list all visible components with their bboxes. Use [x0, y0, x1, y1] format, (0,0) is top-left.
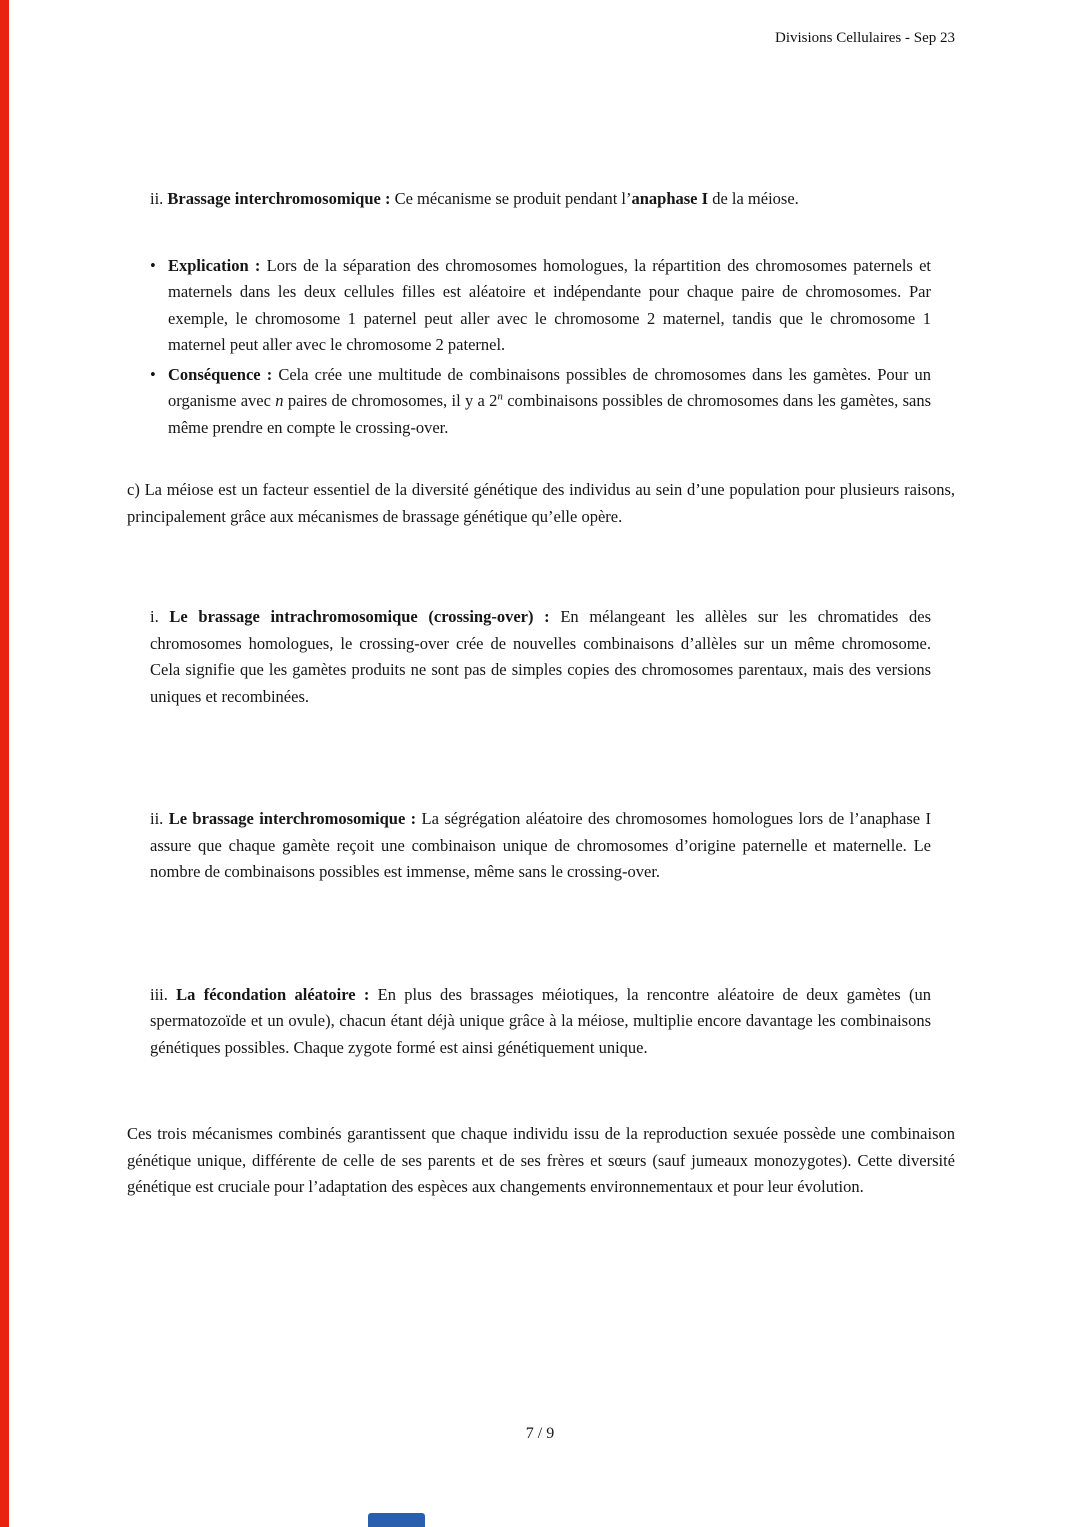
text-run: Le brassage interchromosomique : [168, 809, 417, 828]
text-run: Lors de la séparation des chromosomes homologues, la répartition des chromosomes paternels et maternels dans les deux cellules filles est aléatoire et indépendante pour chaque paire de chromosomes. Par exemple, le chromosome 1 paternel peut aller avec le chromosome 2 maternel, tandis que le chromosome 1 maternel peut aller avec le chromosome 2 paternel. [168, 255, 931, 354]
text-run: n [275, 391, 284, 410]
text-run: En mélangeant les allèles sur les chromatides des chromosomes homologues, le crossing-over crée de nouvelles combinaisons d’allèles sur un même chromosome. Cela signifie que les gamètes produits ne sont pas de simples copies des chromosomes parentaux, mais des versions uniques et recombinées. [150, 607, 931, 706]
text-run: Le brassage intrachromosomique (crossing-over) : [169, 607, 550, 626]
text-run: La fécondation aléatoire : [176, 984, 370, 1004]
text-run: Explication : [168, 255, 261, 275]
text-run: iii. [150, 984, 177, 1004]
text-run: Ces trois mécanismes combinés garantissent que chaque individu issu de la reproduction sexuée possède une combinaison génétique unique, différente de celle de ses parents et de ses frères et sœurs (sauf jumeaux monozygotes). Cette diversité génétique est cruciale pour l’adaptation des espèces aux changements environnementaux et pour leur évolution. [127, 1124, 955, 1196]
content-blocks [127, 186, 955, 1201]
text-run: i. [150, 607, 170, 626]
paragraph-ii-brassage-interchromosomique-2 [150, 806, 931, 886]
document-header: Divisions Cellulaires - Sep 23 [775, 30, 955, 46]
text-run: ii. [150, 809, 169, 828]
bottom-blue-element[interactable] [368, 1513, 425, 1527]
text-run: n [497, 390, 503, 403]
paragraph-iii-fecondation-aleatoire [150, 982, 931, 1062]
bullet-icon: • [150, 364, 156, 384]
text-run: anaphase I [631, 189, 709, 208]
paragraph-ii-brassage-interchromosomique [150, 186, 931, 213]
bullet-consequence [150, 362, 931, 442]
bullet-item-text [168, 253, 931, 359]
bullet-explication [150, 253, 931, 359]
text-run: Brassage interchromosomique : [167, 189, 391, 208]
bullet-icon: • [150, 255, 156, 275]
text-run: En plus des brassages méiotiques, la rencontre aléatoire de deux gamètes (un spermatozoïde et un ovule), chacun étant déjà unique grâce à la méiose, multiplie encore davantage les combinaisons génétiques possibles. Chaque zygote formé est ainsi génétiquement unique. [150, 984, 931, 1057]
text-run: de la méiose. [708, 189, 799, 208]
bullet-item-text [168, 362, 931, 442]
text-run: Conséquence : [168, 364, 273, 384]
paragraph-c-meiose-diversite [127, 477, 955, 530]
text-run: Ce mécanisme se produit pendant l’ [390, 189, 632, 208]
text-run: combinaisons possibles de chromosomes dans les gamètes, sans même prendre en compte le crossing-over. [168, 391, 931, 437]
page-number: 7 / 9 [525, 1425, 555, 1442]
text-run: La ségrégation aléatoire des chromosomes homologues lors de l’anaphase I assure que chaque gamète reçoit une combinaison unique de chromosomes d’origine paternelle et maternelle. Le nombre de combinaisons possibles est immense, même sans le crossing-over. [150, 809, 931, 881]
paragraph-conclusion [127, 1121, 955, 1201]
text-run: paires de chromosomes, il y a 2 [283, 391, 498, 410]
paragraph-i-brassage-intrachromosomique [150, 604, 931, 710]
text-run: Cela crée une multitude de combinaisons possibles de chromosomes dans les gamètes. Pour un organisme avec [168, 364, 931, 410]
text-run: ii. [150, 189, 168, 208]
text-run: c) La méiose est un facteur essentiel de la diversité génétique des individus au sein d’une population pour plusieurs raisons, principalement grâce aux mécanismes de brassage génétique qu’elle opère. [127, 480, 955, 526]
